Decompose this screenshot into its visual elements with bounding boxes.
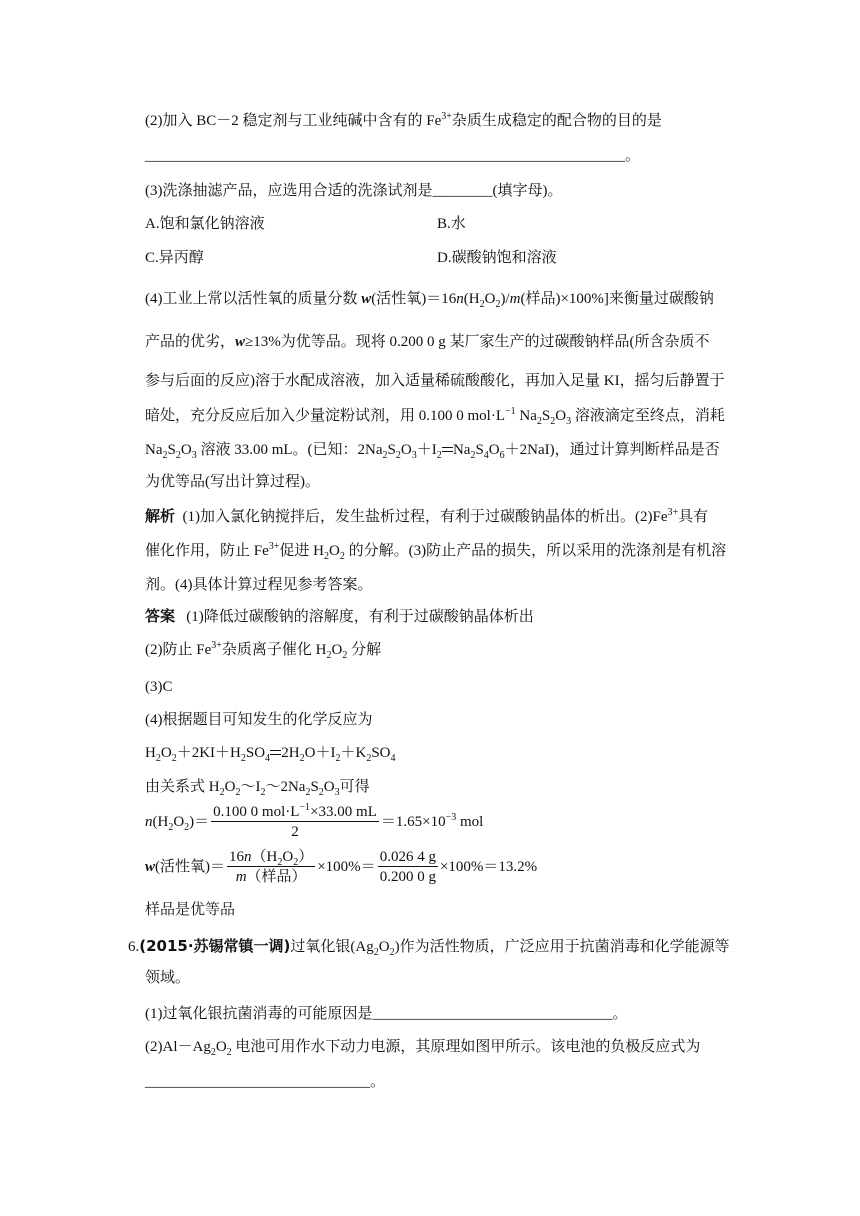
fraction: $\frac{0.026 4 g}{0.200 0 g}$ <box>379 849 436 885</box>
analysis-line-3: 剂。(4)具体计算过程见参考答案。 <box>145 577 373 593</box>
option-a: A.饱和氯化钠溶液 <box>145 216 265 232</box>
question-6-part-1: (1)过氧化银抗菌消毒的可能原因是________________________________。 <box>145 1006 628 1022</box>
answer-line-2: (2)防止 $Fe^{3+}$杂质离子催化 $H_2O_2$ 分解 <box>145 640 382 661</box>
question-4-line-2: 产品的优劣，w≥13%为优等品。现将 0.200 0 g 某厂家生产的过碳酸钠样品(所含杂质不 <box>145 334 710 350</box>
option-d: D.碳酸钠饱和溶液 <box>437 250 557 266</box>
analysis-line-1: 解析 (1)加入氯化钠搅拌后，发生盐析过程，有利于过碳酸钠晶体的析出。$(2)Fe^{3+}$具有 <box>145 507 709 525</box>
option-c: C.异丙醇 <box>145 250 204 266</box>
equals-sign <box>270 743 281 763</box>
answer-line-1: 答案 (1)降低过碳酸钠的溶解度，有利于过碳酸钠晶体析出 <box>145 607 534 625</box>
question-2-line: (2)加入 BC－2 稳定剂与工业纯碱中含有的 $Fe^{3+}$杂质生成稳定的配合物的目的是 <box>145 111 662 129</box>
question-6-line-2: 领域。 <box>145 970 191 986</box>
question-6-part-2-blank: ______________________________。 <box>145 1074 386 1090</box>
answer-line-3: (3)C <box>145 679 173 695</box>
question-3-line: (3)洗涤抽滤产品，应选用合适的洗涤试剂是________(填字母)。 <box>145 183 563 199</box>
question-4-line-3: 参与后面的反应)溶于水配成溶液，加入适量稀硫酸酸化，再加入足量 KI，摇匀后静置于 <box>145 373 725 389</box>
answer-label: 答案 <box>145 607 176 625</box>
question-2-blank: ________________________________________________________________。 <box>145 148 641 164</box>
fraction: $\frac{0.100 0 mol\cdot L^{-1}\times 33.00 mL}{2}$ <box>213 802 377 840</box>
answer-line-4: (4)根据题目可知发生的化学反应为 <box>145 712 373 728</box>
analysis-line-2: 催化作用，防止 $Fe^{3+}$促进 $H_2O_2$ 的分解。(3)防止产品的损失，所以采用的洗涤剂是有机溶 <box>145 541 727 562</box>
calculation-w: w(活性氧)＝ $\frac{16n(H_2O_2)}{\text{m（样品）}}$ ×100%＝ $\frac{0.026 4 g}{0.200 0 g}$ ×100%＝13.2% <box>145 849 538 885</box>
option-b: B.水 <box>437 216 466 232</box>
analysis-label: 解析 <box>145 507 176 525</box>
answer-conclusion: 样品是优等品 <box>145 902 236 918</box>
question-4-line-5: $Na_2S_2O_3$ 溶液 33.00 mL。(已知：$2Na_2S_2O_3+I_2$ $Na_2S_4O_6+2NaI$)，通过计算判断样品是否 <box>145 442 720 461</box>
calculation-n: $n(H_2O_2)=$ $\frac{0.100 0 mol\cdot L^{-1}\times 33.00 mL}{2}$ $=1.65\times 10^{-3}$ mol <box>145 802 484 840</box>
relation-line: 由关系式 $H_2O_2\sim I_2\sim 2Na_2S_2O_3$可得 <box>145 779 370 798</box>
question-4-line-1: (4)工业上常以活性氧的质量分数 w(活性氧)$=16n(H_2O_2)/m$(样品)×100%]来衡量过碳酸钠 <box>145 291 714 310</box>
equals-sign <box>442 440 453 460</box>
question-6-line-1: 6.(2015·苏锡常镇一调)过氧化银$(Ag_2O_2)$作为活性物质，广泛应用于抗菌消毒和化学能源等 <box>128 937 730 958</box>
question-6-part-2: $(2)Al-Ag_2O_2$ 电池可用作水下动力电源，其原理如图甲所示。该电池的负极反应式为 <box>145 1039 701 1058</box>
question-4-line-6: 为优等品(写出计算过程)。 <box>145 474 320 490</box>
question-4-line-4: 暗处，充分反应后加入少量淀粉试剂，用 0.100 0 $mol\cdot L^{-1}$ $Na_2S_2O_3$ 溶液滴定至终点，消耗 <box>145 406 725 427</box>
fraction: $\frac{16n(H_2O_2)}{\text{m（样品）}}$ <box>229 849 314 885</box>
reaction-equation: $H_2O_2+2KI+H_2SO_4$ $2H_2O+I_2+K_2SO_4$ <box>145 745 396 764</box>
